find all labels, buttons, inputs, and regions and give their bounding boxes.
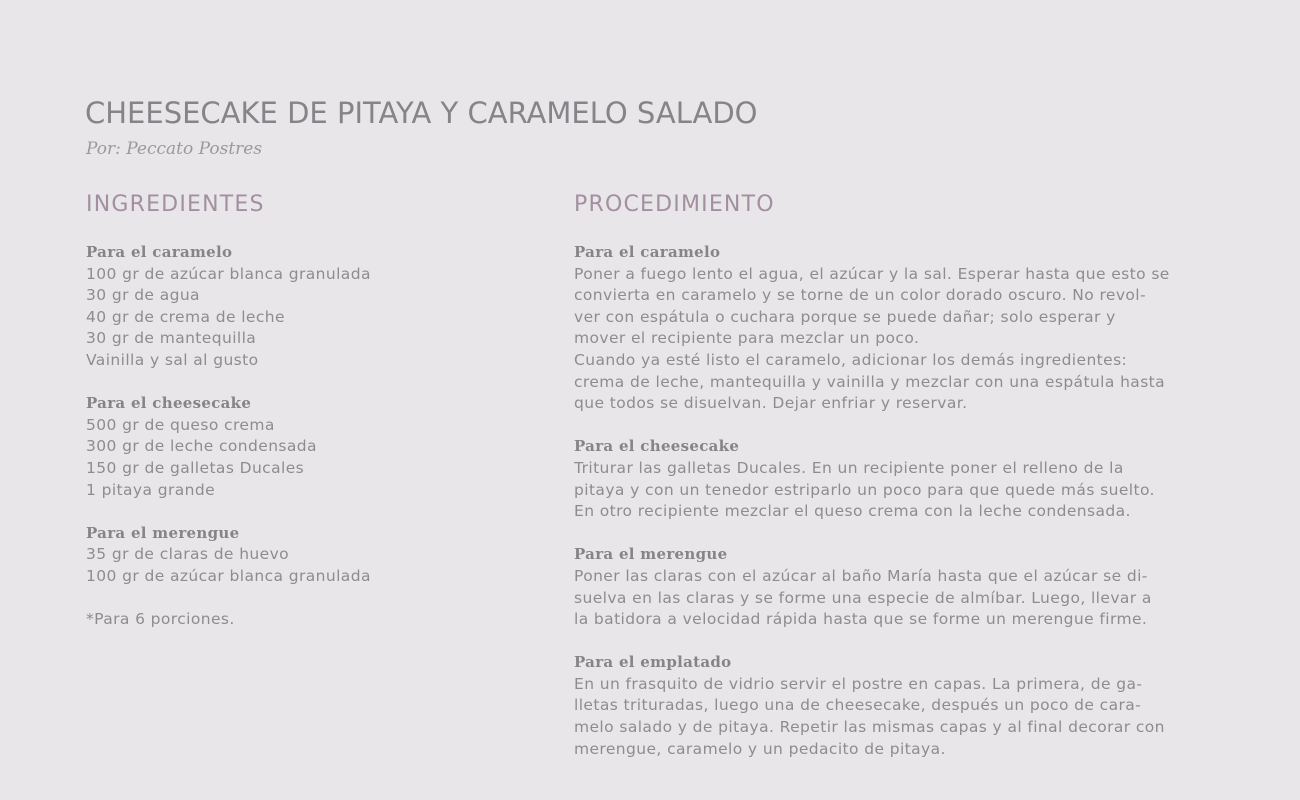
ingredient-item: 100 gr de azúcar blanca granulada — [86, 566, 371, 585]
procedure-text-line: que todos se disuelvan. Dejar enfriar y reservar. — [574, 394, 968, 413]
ingredient-item: 300 gr de leche condensada — [86, 437, 317, 456]
procedure-text-line: melo salado y de pitaya. Repetir las mismas capas y al final decorar con — [574, 718, 1165, 737]
ingredient-group-title: Para el merengue — [86, 523, 240, 542]
procedure-text-line: la batidora a velocidad rápida hasta que se forme un merengue firme. — [574, 610, 1148, 629]
ingredient-item: 500 gr de queso crema — [86, 415, 275, 434]
ingredient-group-title: Para el cheesecake — [86, 394, 252, 413]
ingredients-column — [86, 190, 526, 631]
procedure-step-caramelo — [574, 242, 1186, 415]
procedure-text-line: Triturar las galletas Ducales. En un recipiente poner el relleno de la — [574, 458, 1124, 477]
procedure-step-emplatado — [574, 652, 1186, 760]
procedure-text-line: convierta en caramelo y se torne de un color dorado oscuro. No revol- — [574, 286, 1146, 305]
procedure-text-line: Poner a fuego lento el agua, el azúcar y la sal. Esperar hasta que esto se — [574, 264, 1170, 283]
procedure-step-title: Para el caramelo — [574, 243, 721, 261]
procedure-step-title: Para el cheesecake — [574, 437, 740, 456]
procedure-text-line: En otro recipiente mezclar el queso crema con la leche condensada. — [574, 502, 1131, 521]
procedure-column — [574, 190, 1186, 760]
ingredient-item: 1 pitaya grande — [86, 480, 216, 499]
procedure-text-line: ver con espátula o cuchara porque se puede dañar; solo esperar y — [574, 307, 1116, 326]
procedure-text-line: Cuando ya esté listo el caramelo, adicionar los demás ingredientes: — [574, 350, 1128, 369]
recipe-title: CHEESECAKE DE PITAYA Y CARAMELO SALADO — [85, 96, 758, 130]
procedure-text-line: mover el recipiente para mezclar un poco. — [574, 329, 920, 348]
procedure-text-line: Poner las claras con el azúcar al baño María hasta que el azúcar se di- — [574, 566, 1148, 585]
ingredient-group-caramelo — [86, 242, 526, 372]
procedure-text-line: En un frasquito de vidrio servir el postre en capas. La primera, de ga- — [574, 674, 1143, 693]
ingredient-item: 35 gr de claras de huevo — [86, 545, 290, 564]
ingredient-group-merengue — [86, 523, 526, 588]
procedure-text-line: suelva en las claras y se forme una especie de almíbar. Luego, llevar a — [574, 588, 1152, 607]
ingredient-group-cheesecake — [86, 393, 526, 501]
procedure-step-title: Para el merengue — [574, 545, 728, 564]
procedure-text-line: pitaya y con un tenedor estriparlo un poco para que quede más suelto. — [574, 480, 1155, 499]
procedure-heading: PROCEDIMIENTO — [574, 192, 775, 217]
ingredients-heading: INGREDIENTES — [86, 192, 265, 217]
ingredient-item: 30 gr de mantequilla — [86, 329, 257, 348]
recipe-byline: Por: Peccato Postres — [86, 139, 263, 159]
ingredient-item: 40 gr de crema de leche — [86, 307, 285, 326]
ingredient-item: 30 gr de agua — [86, 286, 200, 305]
procedure-step-title: Para el emplatado — [574, 653, 732, 672]
procedure-text-line: crema de leche, mantequilla y vainilla y mezclar con una espátula hasta — [574, 372, 1166, 391]
ingredient-group-title: Para el caramelo — [86, 243, 233, 261]
ingredient-item: 100 gr de azúcar blanca granulada — [86, 264, 371, 283]
procedure-text-line: lletas trituradas, luego una de cheesecake, después un poco de cara- — [574, 696, 1142, 715]
procedure-step-cheesecake — [574, 436, 1186, 522]
ingredient-item: 150 gr de galletas Ducales — [86, 458, 305, 477]
ingredient-item: Vainilla y sal al gusto — [86, 350, 259, 369]
portions-note: *Para 6 porciones. — [86, 610, 235, 629]
procedure-text-line: merengue, caramelo y un pedacito de pitaya. — [574, 739, 946, 758]
procedure-step-merengue — [574, 544, 1186, 630]
